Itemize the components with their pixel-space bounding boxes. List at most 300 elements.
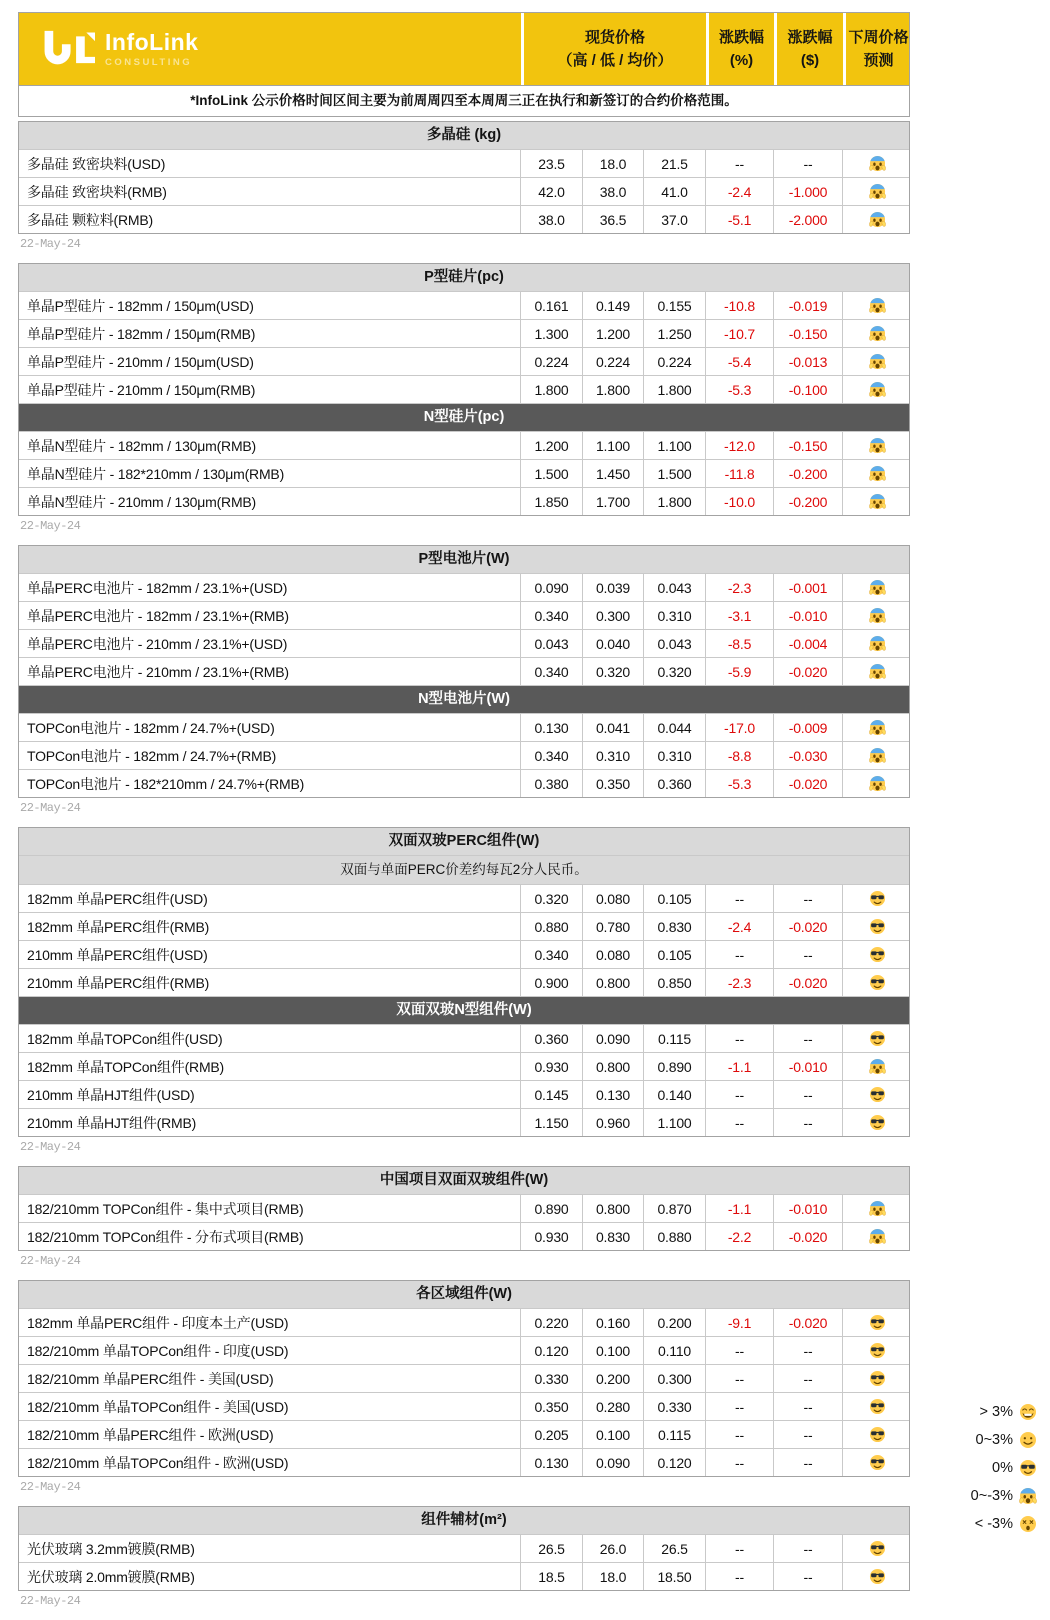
- change-usd-cell: --: [774, 150, 843, 177]
- scream-emoji-icon: [869, 437, 886, 454]
- change-usd-cell: -0.100: [774, 376, 843, 403]
- price-low-cell: 0.090: [583, 1449, 644, 1476]
- change-pct-cell: -2.4: [706, 913, 774, 940]
- price-high-cell: 0.043: [521, 630, 583, 657]
- row-label: TOPCon电池片 - 182mm / 24.7%+(USD): [19, 714, 521, 741]
- forecast-cell: [843, 1365, 911, 1392]
- infolink-logo-icon: [43, 29, 95, 69]
- price-high-cell: 0.320: [521, 885, 583, 912]
- change-usd-cell: --: [774, 1025, 843, 1052]
- price-avg-cell: 41.0: [644, 178, 706, 205]
- change-usd-cell: --: [774, 1081, 843, 1108]
- section-header: 中国项目双面双玻组件(W): [19, 1167, 909, 1194]
- row-label: 多晶硅 致密块料(RMB): [19, 178, 521, 205]
- smile-emoji-icon: [1019, 1431, 1037, 1449]
- table-row: [19, 573, 909, 601]
- scream-emoji-icon: [869, 607, 886, 624]
- table-block: [18, 1280, 910, 1477]
- row-label: 182/210mm 单晶PERC组件 - 欧洲(USD): [19, 1421, 521, 1448]
- change-usd-cell: -0.200: [774, 488, 843, 515]
- scream-emoji-icon: [869, 1058, 886, 1075]
- forecast-cell: [843, 1053, 911, 1080]
- table-row: [19, 149, 909, 177]
- price-high-cell: 1.150: [521, 1109, 583, 1136]
- row-label: 单晶N型硅片 - 210mm / 130μm(RMB): [19, 488, 521, 515]
- price-high-cell: 1.850: [521, 488, 583, 515]
- change-pct-cell: --: [706, 1025, 774, 1052]
- scream-emoji-icon: [869, 775, 886, 792]
- section-date: 22-May-24: [20, 801, 81, 815]
- legend-item: [933, 1430, 1037, 1450]
- price-high-cell: 0.880: [521, 913, 583, 940]
- dizzy-emoji-icon: [1019, 1515, 1037, 1533]
- forecast-cell: [843, 1223, 911, 1250]
- notice-row: *InfoLink 公示价格时间区间主要为前周周四至本周周三正在执行和新签订的合约价格范围。: [19, 85, 909, 116]
- row-label: 单晶PERC电池片 - 182mm / 23.1%+(RMB): [19, 602, 521, 629]
- section-header: 双面双玻PERC组件(W): [19, 828, 909, 855]
- cool-emoji-icon: [869, 918, 886, 935]
- table-row: [19, 968, 909, 996]
- section-note: 双面与单面PERC价差约每瓦2分人民币。: [19, 855, 909, 884]
- row-label: 多晶硅 颗粒料(RMB): [19, 206, 521, 233]
- price-avg-cell: 1.100: [644, 432, 706, 459]
- change-pct-cell: --: [706, 1563, 774, 1590]
- section-date: 22-May-24: [20, 1254, 81, 1268]
- section-header: 组件辅材(m²): [19, 1507, 909, 1534]
- price-high-cell: 0.224: [521, 348, 583, 375]
- change-pct-cell: -1.1: [706, 1195, 774, 1222]
- scream-emoji-icon: [869, 635, 886, 652]
- price-avg-cell: 18.50: [644, 1563, 706, 1590]
- column-header-forecast: [843, 13, 911, 85]
- row-label: 210mm 单晶PERC组件(USD): [19, 941, 521, 968]
- logo-text: [105, 28, 199, 68]
- price-low-cell: 0.130: [583, 1081, 644, 1108]
- price-avg-cell: 0.043: [644, 574, 706, 601]
- table-block: [18, 263, 910, 516]
- price-high-cell: 0.340: [521, 742, 583, 769]
- forecast-cell: [843, 1081, 911, 1108]
- change-usd-cell: --: [774, 1365, 843, 1392]
- table-row: [19, 375, 909, 403]
- scream-emoji-icon: [869, 1228, 886, 1245]
- row-label: 单晶N型硅片 - 182*210mm / 130μm(RMB): [19, 460, 521, 487]
- table-row: [19, 1222, 909, 1250]
- price-avg-cell: 0.043: [644, 630, 706, 657]
- row-label: 单晶PERC电池片 - 210mm / 23.1%+(USD): [19, 630, 521, 657]
- price-avg-cell: 0.105: [644, 941, 706, 968]
- cool-emoji-icon: [869, 946, 886, 963]
- table-row: [19, 1194, 909, 1222]
- table-row: [19, 205, 909, 233]
- price-high-cell: 18.5: [521, 1563, 583, 1590]
- forecast-cell: [843, 488, 911, 515]
- change-usd-cell: -1.000: [774, 178, 843, 205]
- change-pct-cell: --: [706, 941, 774, 968]
- price-high-cell: 0.900: [521, 969, 583, 996]
- change-pct-cell: --: [706, 1421, 774, 1448]
- row-label: 单晶P型硅片 - 210mm / 150μm(RMB): [19, 376, 521, 403]
- forecast-cell: [843, 1393, 911, 1420]
- change-pct-cell: -2.4: [706, 178, 774, 205]
- forecast-cell: [843, 1421, 911, 1448]
- forecast-cell: [843, 206, 911, 233]
- change-usd-cell: --: [774, 1393, 843, 1420]
- price-high-cell: 0.130: [521, 714, 583, 741]
- legend-label: < -3%: [974, 1516, 1013, 1532]
- price-avg-cell: 0.115: [644, 1421, 706, 1448]
- price-avg-cell: 1.800: [644, 488, 706, 515]
- change-pct-cell: -5.9: [706, 658, 774, 685]
- change-pct-cell: -3.1: [706, 602, 774, 629]
- table-row: [19, 1308, 909, 1336]
- price-avg-cell: 0.360: [644, 770, 706, 797]
- section-date: 22-May-24: [20, 237, 81, 251]
- column-header-line: 预测: [863, 52, 894, 69]
- section-date: 22-May-24: [20, 1140, 81, 1154]
- change-pct-cell: --: [706, 1393, 774, 1420]
- change-pct-cell: -5.4: [706, 348, 774, 375]
- price-low-cell: 18.0: [583, 150, 644, 177]
- forecast-cell: [843, 885, 911, 912]
- price-low-cell: 0.780: [583, 913, 644, 940]
- forecast-cell: [843, 770, 911, 797]
- column-header-change-pct: [706, 13, 774, 85]
- price-high-cell: 0.330: [521, 1365, 583, 1392]
- change-usd-cell: --: [774, 941, 843, 968]
- price-low-cell: 26.0: [583, 1535, 644, 1562]
- change-usd-cell: --: [774, 1109, 843, 1136]
- cool-emoji-icon: [869, 1342, 886, 1359]
- legend-item: [933, 1486, 1037, 1506]
- change-usd-cell: --: [774, 1421, 843, 1448]
- legend-item: [933, 1458, 1037, 1478]
- table-row: [19, 1420, 909, 1448]
- price-avg-cell: 0.115: [644, 1025, 706, 1052]
- forecast-cell: [843, 292, 911, 319]
- change-pct-cell: -11.8: [706, 460, 774, 487]
- cool-emoji-icon: [869, 1540, 886, 1557]
- cool-emoji-icon: [869, 1454, 886, 1471]
- price-avg-cell: 0.140: [644, 1081, 706, 1108]
- table-row: [19, 884, 909, 912]
- change-pct-cell: --: [706, 1109, 774, 1136]
- change-usd-cell: -0.020: [774, 969, 843, 996]
- change-pct-cell: -5.3: [706, 770, 774, 797]
- column-header-spot-price: [521, 13, 706, 85]
- price-avg-cell: 1.100: [644, 1109, 706, 1136]
- forecast-cell: [843, 178, 911, 205]
- price-low-cell: 0.800: [583, 1053, 644, 1080]
- row-label: 单晶N型硅片 - 182mm / 130μm(RMB): [19, 432, 521, 459]
- table-row: [19, 431, 909, 459]
- section-date: 22-May-24: [20, 519, 81, 533]
- table-row: [19, 177, 909, 205]
- section-header: N型硅片(pc): [19, 403, 909, 431]
- infolink-price-report: [18, 12, 910, 1620]
- cool-emoji-icon: [869, 890, 886, 907]
- price-low-cell: 0.149: [583, 292, 644, 319]
- table-row: [19, 629, 909, 657]
- price-avg-cell: 0.870: [644, 1195, 706, 1222]
- price-avg-cell: 1.250: [644, 320, 706, 347]
- row-label: 210mm 单晶HJT组件(RMB): [19, 1109, 521, 1136]
- row-label: 多晶硅 致密块料(USD): [19, 150, 521, 177]
- forecast-cell: [843, 658, 911, 685]
- change-usd-cell: -0.019: [774, 292, 843, 319]
- forecast-cell: [843, 376, 911, 403]
- cool-emoji-icon: [869, 1114, 886, 1131]
- price-low-cell: 0.310: [583, 742, 644, 769]
- change-pct-cell: --: [706, 1365, 774, 1392]
- scream-emoji-icon: [869, 465, 886, 482]
- change-pct-cell: -5.1: [706, 206, 774, 233]
- change-pct-cell: --: [706, 1449, 774, 1476]
- change-pct-cell: -17.0: [706, 714, 774, 741]
- price-high-cell: 0.360: [521, 1025, 583, 1052]
- change-pct-cell: -10.7: [706, 320, 774, 347]
- scream-emoji-icon: [869, 381, 886, 398]
- price-high-cell: 0.130: [521, 1449, 583, 1476]
- forecast-cell: [843, 941, 911, 968]
- scream-emoji-icon: [869, 155, 886, 172]
- change-usd-cell: -0.020: [774, 1223, 843, 1250]
- forecast-cell: [843, 602, 911, 629]
- forecast-cell: [843, 150, 911, 177]
- forecast-cell: [843, 574, 911, 601]
- price-avg-cell: 0.120: [644, 1449, 706, 1476]
- table-row: [19, 1534, 909, 1562]
- price-low-cell: 0.300: [583, 602, 644, 629]
- column-header-change-usd: [774, 13, 843, 85]
- price-avg-cell: 0.310: [644, 742, 706, 769]
- price-low-cell: 0.080: [583, 885, 644, 912]
- column-header-line: 涨跌幅: [718, 28, 764, 46]
- change-pct-cell: -1.1: [706, 1053, 774, 1080]
- row-label: 182/210mm 单晶PERC组件 - 美国(USD): [19, 1365, 521, 1392]
- forecast-cell: [843, 1449, 911, 1476]
- scream-emoji-icon: [869, 353, 886, 370]
- price-avg-cell: 0.200: [644, 1309, 706, 1336]
- legend-label: 0%: [992, 1460, 1013, 1476]
- cool-emoji-icon: [869, 1314, 886, 1331]
- price-high-cell: 0.120: [521, 1337, 583, 1364]
- table-row: [19, 1024, 909, 1052]
- table-row: [19, 1080, 909, 1108]
- price-low-cell: 1.200: [583, 320, 644, 347]
- brand-name: InfoLink: [105, 28, 199, 55]
- table-row: [19, 347, 909, 375]
- price-low-cell: 0.830: [583, 1223, 644, 1250]
- price-avg-cell: 0.320: [644, 658, 706, 685]
- price-low-cell: 0.200: [583, 1365, 644, 1392]
- table-header-block: [18, 12, 910, 117]
- change-pct-cell: -8.5: [706, 630, 774, 657]
- change-pct-cell: -8.8: [706, 742, 774, 769]
- change-usd-cell: -0.150: [774, 432, 843, 459]
- cool-emoji-icon: [1019, 1459, 1037, 1477]
- price-high-cell: 23.5: [521, 150, 583, 177]
- price-avg-cell: 0.110: [644, 1337, 706, 1364]
- price-avg-cell: 1.800: [644, 376, 706, 403]
- sections-container: [18, 121, 910, 1609]
- row-label: 182/210mm 单晶TOPCon组件 - 欧洲(USD): [19, 1449, 521, 1476]
- price-avg-cell: 0.044: [644, 714, 706, 741]
- price-avg-cell: 0.830: [644, 913, 706, 940]
- forecast-cell: [843, 432, 911, 459]
- table-row: [19, 769, 909, 797]
- price-low-cell: 36.5: [583, 206, 644, 233]
- row-label: TOPCon电池片 - 182*210mm / 24.7%+(RMB): [19, 770, 521, 797]
- price-high-cell: 0.220: [521, 1309, 583, 1336]
- legend-label: 0~-3%: [970, 1488, 1013, 1504]
- table-row: [19, 291, 909, 319]
- price-high-cell: 38.0: [521, 206, 583, 233]
- row-label: 单晶PERC电池片 - 210mm / 23.1%+(RMB): [19, 658, 521, 685]
- price-avg-cell: 21.5: [644, 150, 706, 177]
- change-pct-cell: --: [706, 885, 774, 912]
- forecast-cell: [843, 714, 911, 741]
- price-low-cell: 1.450: [583, 460, 644, 487]
- price-high-cell: 0.890: [521, 1195, 583, 1222]
- section-header: P型硅片(pc): [19, 264, 909, 291]
- table-header-row: [19, 13, 909, 85]
- change-usd-cell: -2.000: [774, 206, 843, 233]
- scream-emoji-icon: [869, 579, 886, 596]
- cool-emoji-icon: [869, 1398, 886, 1415]
- section-header: N型电池片(W): [19, 685, 909, 713]
- table-block: [18, 827, 910, 1137]
- forecast-cell: [843, 742, 911, 769]
- price-high-cell: 1.200: [521, 432, 583, 459]
- price-low-cell: 0.100: [583, 1337, 644, 1364]
- price-high-cell: 0.090: [521, 574, 583, 601]
- price-high-cell: 26.5: [521, 1535, 583, 1562]
- column-header-line: 下周价格: [848, 28, 909, 46]
- price-avg-cell: 0.155: [644, 292, 706, 319]
- price-avg-cell: 37.0: [644, 206, 706, 233]
- row-label: 210mm 单晶PERC组件(RMB): [19, 969, 521, 996]
- forecast-legend: [933, 1402, 1037, 1534]
- forecast-cell: [843, 1535, 911, 1562]
- table-row: [19, 657, 909, 685]
- price-low-cell: 1.800: [583, 376, 644, 403]
- row-label: 182/210mm TOPCon组件 - 集中式项目(RMB): [19, 1195, 521, 1222]
- legend-item: [933, 1402, 1037, 1422]
- forecast-cell: [843, 348, 911, 375]
- change-pct-cell: -2.3: [706, 969, 774, 996]
- price-low-cell: 0.800: [583, 969, 644, 996]
- row-label: 单晶P型硅片 - 182mm / 150μm(USD): [19, 292, 521, 319]
- price-avg-cell: 0.310: [644, 602, 706, 629]
- table-row: [19, 1562, 909, 1590]
- change-usd-cell: --: [774, 1563, 843, 1590]
- price-high-cell: 0.350: [521, 1393, 583, 1420]
- change-usd-cell: -0.001: [774, 574, 843, 601]
- row-label: 光伏玻璃 2.0mm镀膜(RMB): [19, 1563, 521, 1590]
- row-label: 光伏玻璃 3.2mm镀膜(RMB): [19, 1535, 521, 1562]
- change-usd-cell: --: [774, 1449, 843, 1476]
- scream-emoji-icon: [869, 719, 886, 736]
- section-date: 22-May-24: [20, 1480, 81, 1494]
- scream-emoji-icon: [869, 1200, 886, 1217]
- table-row: [19, 1108, 909, 1136]
- price-avg-cell: 0.224: [644, 348, 706, 375]
- price-avg-cell: 26.5: [644, 1535, 706, 1562]
- price-avg-cell: 0.890: [644, 1053, 706, 1080]
- change-usd-cell: -0.150: [774, 320, 843, 347]
- price-high-cell: 0.340: [521, 941, 583, 968]
- price-low-cell: 0.350: [583, 770, 644, 797]
- cool-emoji-icon: [869, 1568, 886, 1585]
- price-low-cell: 0.090: [583, 1025, 644, 1052]
- price-high-cell: 0.340: [521, 658, 583, 685]
- table-row: [19, 459, 909, 487]
- forecast-cell: [843, 1337, 911, 1364]
- change-usd-cell: -0.030: [774, 742, 843, 769]
- price-avg-cell: 0.105: [644, 885, 706, 912]
- row-label: 182mm 单晶PERC组件 - 印度本土产(USD): [19, 1309, 521, 1336]
- table-row: [19, 1052, 909, 1080]
- forecast-cell: [843, 1109, 911, 1136]
- section-date: 22-May-24: [20, 1594, 81, 1608]
- table-row: [19, 1392, 909, 1420]
- table-row: [19, 601, 909, 629]
- price-low-cell: 1.100: [583, 432, 644, 459]
- price-high-cell: 0.145: [521, 1081, 583, 1108]
- change-pct-cell: --: [706, 150, 774, 177]
- brand-subtitle: CONSULTING: [105, 56, 193, 68]
- table-row: [19, 1448, 909, 1476]
- table-block: [18, 121, 910, 234]
- row-label: 182/210mm 单晶TOPCon组件 - 印度(USD): [19, 1337, 521, 1364]
- row-label: 182mm 单晶TOPCon组件(RMB): [19, 1053, 521, 1080]
- change-usd-cell: -0.004: [774, 630, 843, 657]
- change-usd-cell: -0.020: [774, 770, 843, 797]
- price-low-cell: 0.160: [583, 1309, 644, 1336]
- table-row: [19, 1336, 909, 1364]
- scream-emoji-icon: [869, 663, 886, 680]
- change-pct-cell: -2.2: [706, 1223, 774, 1250]
- table-block: [18, 1166, 910, 1251]
- scream-emoji-icon: [869, 211, 886, 228]
- change-usd-cell: --: [774, 1535, 843, 1562]
- price-avg-cell: 0.880: [644, 1223, 706, 1250]
- section-header: 双面双玻N型组件(W): [19, 996, 909, 1024]
- price-avg-cell: 0.330: [644, 1393, 706, 1420]
- row-label: 182mm 单晶TOPCon组件(USD): [19, 1025, 521, 1052]
- price-low-cell: 0.100: [583, 1421, 644, 1448]
- table-row: [19, 713, 909, 741]
- change-usd-cell: -0.010: [774, 602, 843, 629]
- row-label: 单晶PERC电池片 - 182mm / 23.1%+(USD): [19, 574, 521, 601]
- cool-emoji-icon: [869, 1370, 886, 1387]
- scream-emoji-icon: [869, 747, 886, 764]
- change-usd-cell: -0.200: [774, 460, 843, 487]
- table-block: [18, 1506, 910, 1591]
- grin-emoji-icon: [1019, 1403, 1037, 1421]
- price-high-cell: 1.500: [521, 460, 583, 487]
- change-usd-cell: -0.010: [774, 1053, 843, 1080]
- column-header-line: 现货价格: [584, 28, 645, 46]
- change-usd-cell: --: [774, 885, 843, 912]
- row-label: 单晶P型硅片 - 210mm / 150μm(USD): [19, 348, 521, 375]
- change-pct-cell: -12.0: [706, 432, 774, 459]
- row-label: 182/210mm TOPCon组件 - 分布式项目(RMB): [19, 1223, 521, 1250]
- price-high-cell: 0.930: [521, 1223, 583, 1250]
- section-header: 各区域组件(W): [19, 1281, 909, 1308]
- change-pct-cell: --: [706, 1535, 774, 1562]
